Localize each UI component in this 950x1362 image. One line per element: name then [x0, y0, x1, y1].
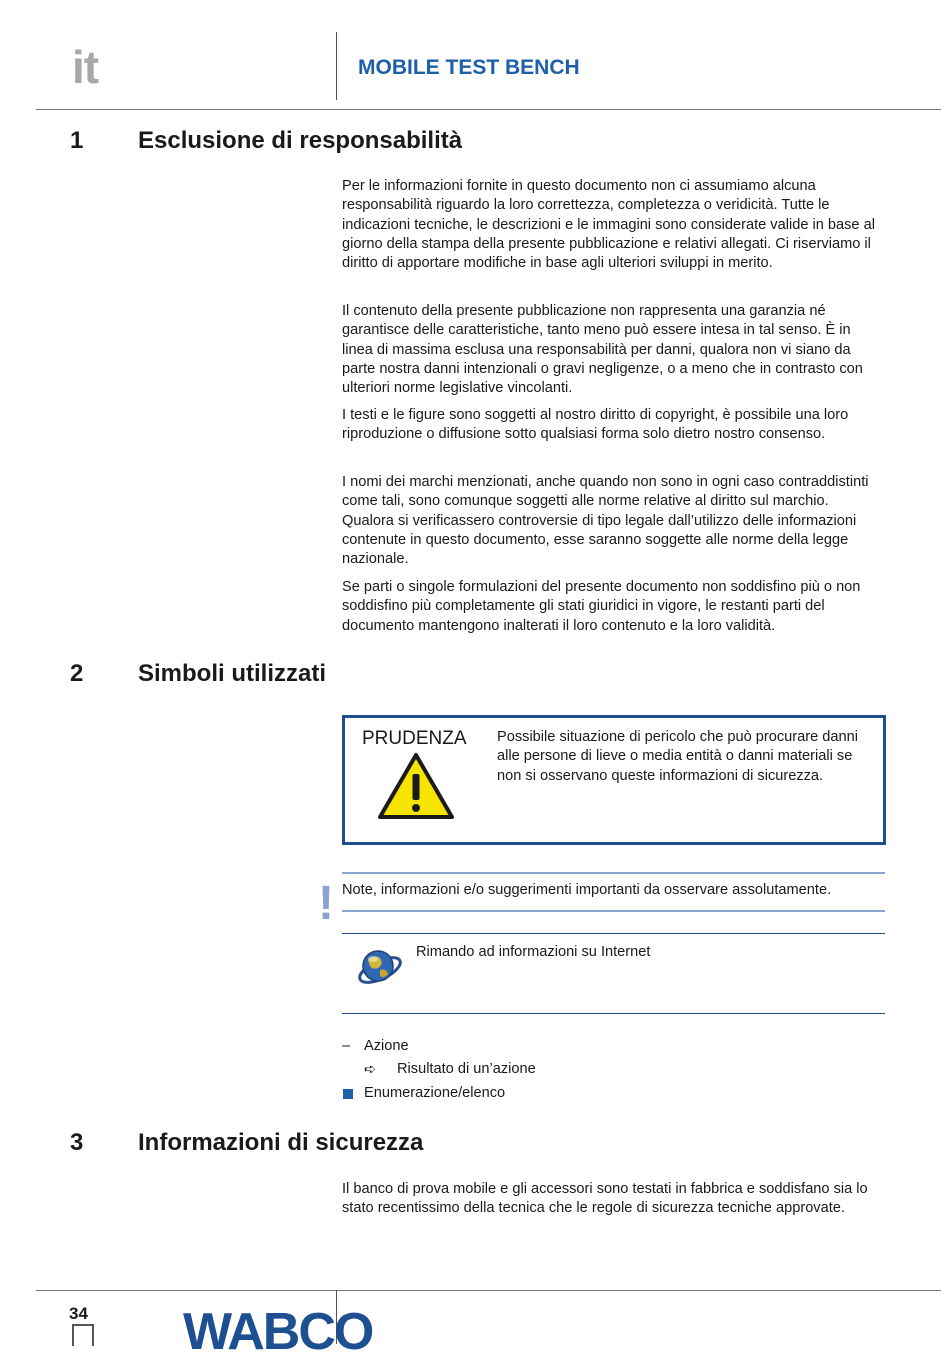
paragraph-safety-1: Il banco di prova mobile e gli accessori sono testati in fabbrica e soddisfano sia lo stato recentissimo della tecnica che le regole di sicurezza tecniche approvate.	[342, 1181, 868, 1217]
note-top-rule	[342, 872, 885, 874]
globe-icon	[356, 946, 404, 990]
section-3-title: Informazioni di sicurezza	[138, 1129, 424, 1156]
document-title: MOBILE TEST BENCH	[358, 56, 580, 79]
caution-label: PRUDENZA	[362, 728, 467, 749]
section-2-number: 2	[70, 660, 84, 687]
brand-logo: WABCO	[183, 1303, 373, 1361]
paragraph-disclaimer-1: Per le informazioni fornite in questo documento non ci assumiamo alcuna responsabilità riguardo la loro correttezza, completezza o veridicità. Tutte le indicazioni tecniche, le descrizioni e le immagini sono considerate valide in base al giorno della stampa della presente pubblicazione e relativi allegati. Ci riserviamo il diritto di apportare modifiche in base agli ulteriori sviluppi in merito.	[342, 178, 875, 272]
internet-bottom-rule	[342, 1013, 885, 1014]
note-text: Note, informazioni e/o suggerimenti importanti da osservare assolutamente.	[342, 882, 832, 898]
action-marker: –	[342, 1038, 351, 1054]
header-divider	[336, 32, 337, 100]
result-item: Risultato di un’azione	[397, 1061, 536, 1077]
paragraph-disclaimer-3: I testi e le figure sono soggetti al nostro diritto di copyright, è possibile una loro riproduzione o diffusione sotto qualsiasi forma solo dietro nostro consenso.	[342, 407, 849, 443]
section-3-number: 3	[70, 1129, 84, 1156]
internet-top-rule	[342, 933, 885, 934]
page-number: 34	[69, 1304, 88, 1323]
footer-rule	[36, 1290, 941, 1291]
paragraph-disclaimer-5: Se parti o singole formulazioni del presente documento non soddisfino più o non soddisfino più completamente gli stati giuridici in vigore, le restanti parti del documento mantengono inalterati il loro contenuto e la loro validità.	[342, 579, 861, 634]
caution-text: Possibile situazione di pericolo che può procurare danni alle persone di lieve o media entità o danni materiali se non si osservano queste informazioni di sicurezza.	[497, 729, 859, 784]
paragraph-disclaimer-2: Il contenuto della presente pubblicazione non rappresenta una garanzia né garantisce delle caratteristiche, tanto meno può essere intesa in tal senso. È in linea di massima esclusa una responsabilità per danni, qualora non vi siano da parte nostra danni intenzionali o gravi negligenze, o a meno che in contrasto con ulteriori norme legislative vincolanti.	[342, 303, 863, 397]
enumeration-item: Enumerazione/elenco	[364, 1085, 506, 1101]
exclamation-icon: !	[318, 877, 334, 930]
paragraph-disclaimer-4: I nomi dei marchi menzionati, anche quando non sono in ogni caso contraddistinti come tali, sono comunque soggetti alle norme relative al diritto sul marchio. Qualora si verificassero controversie di tipo legale dall’utilizzo delle informazioni contenute in questo documento, esse saranno soggette alle norme della legge nazionale.	[342, 474, 869, 568]
language-code: it	[72, 41, 99, 93]
section-2-title: Simboli utilizzati	[138, 660, 327, 687]
note-bottom-rule	[342, 910, 885, 912]
warning-triangle-icon	[377, 752, 455, 820]
page-number-tab	[72, 1324, 94, 1346]
result-arrow-icon: ➪	[364, 1062, 377, 1078]
section-1-title: Esclusione di responsabilità	[138, 127, 463, 154]
header-rule	[36, 109, 941, 110]
section-1-number: 1	[70, 127, 84, 154]
square-bullet-icon	[343, 1089, 353, 1099]
action-item: Azione	[364, 1038, 409, 1054]
internet-text: Rimando ad informazioni su Internet	[416, 944, 651, 960]
caution-box	[342, 715, 886, 845]
